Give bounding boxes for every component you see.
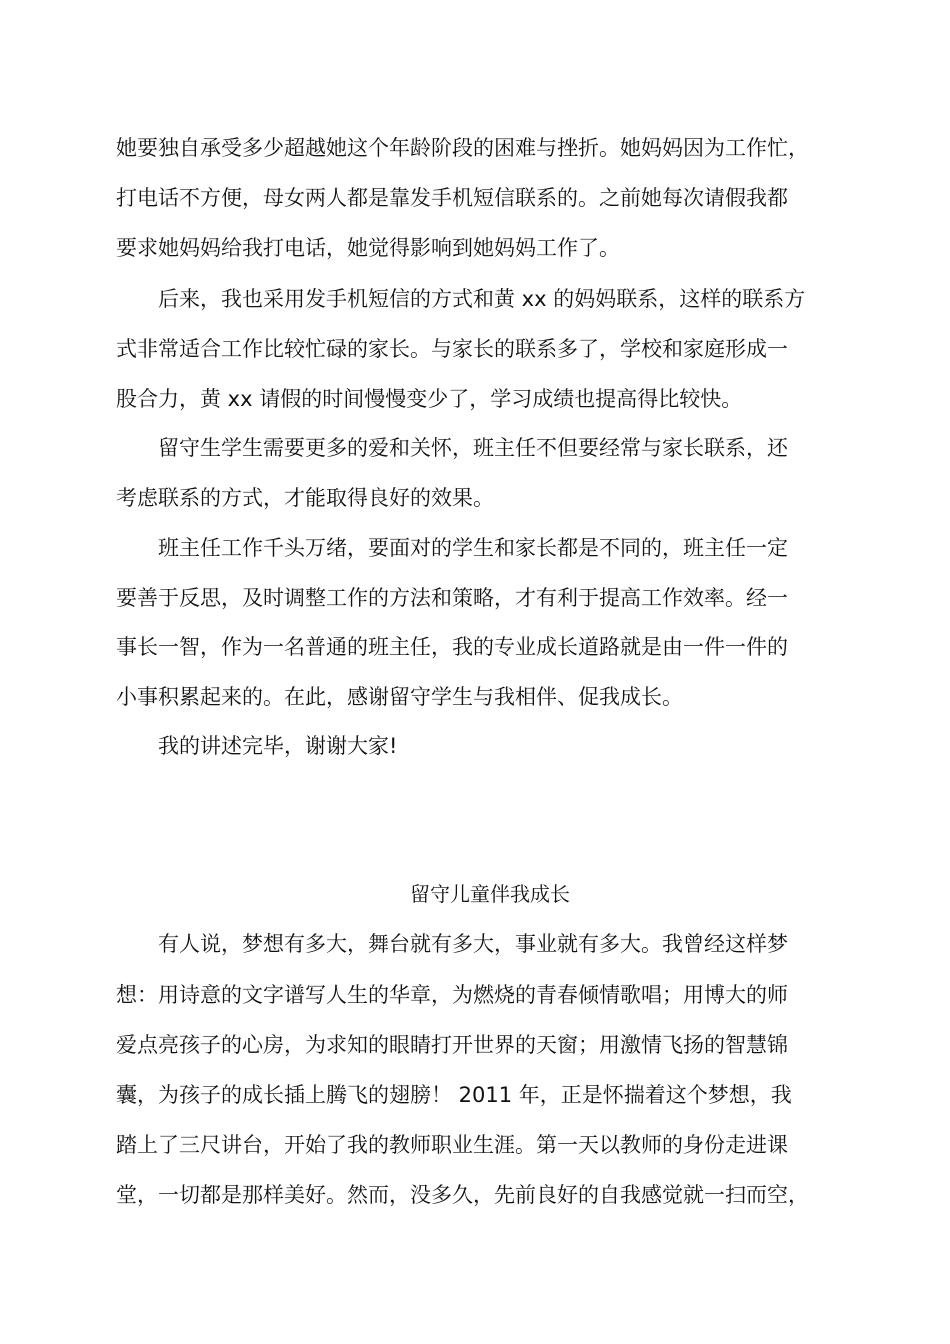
text-line: 考虑联系的方式，才能取得良好的效果。 <box>116 486 494 510</box>
paragraph-start-line: 留守生学生需要更多的爱和关怀，班主任不但要经常与家长联系，还 <box>158 436 788 460</box>
paragraph-start-line: 有人说，梦想有多大，舞台就有多大，事业就有多大。我曾经这样梦 <box>158 932 788 956</box>
text-line: 堂，一切都是那样美好。然而，没多久，先前良好的自我感觉就一扫而空， <box>116 1183 809 1207</box>
text-line: 囊，为孩子的成长插上腾飞的翅膀！ 2011 年，正是怀揣着这个梦想，我 <box>116 1083 792 1107</box>
text-line: 要求她妈妈给我打电话，她觉得影响到她妈妈工作了。 <box>116 236 620 260</box>
text-line: 事长一智，作为一名普通的班主任，我的专业成长道路就是由一件一件的 <box>116 635 788 659</box>
text-line: 小事积累起来的。在此，感谢留守学生与我相伴、促我成长。 <box>116 685 683 709</box>
text-line: 她要独自承受多少超越她这个年龄阶段的困难与挫折。她妈妈因为工作忙， <box>116 136 809 160</box>
text-line: 踏上了三尺讲台，开始了我的教师职业生涯。第一天以教师的身份走进课 <box>116 1133 788 1157</box>
text-line: 式非常适合工作比较忙碌的家长。与家长的联系多了，学校和家庭形成一 <box>116 337 788 361</box>
paragraph-start-line: 后来，我也采用发手机短信的方式和黄 xx 的妈妈联系，这样的联系方 <box>158 287 806 311</box>
paragraph-start-line: 班主任工作千头万绪，要面对的学生和家长都是不同的，班主任一定 <box>158 536 788 560</box>
text-line: 要善于反思，及时调整工作的方法和策略，才有利于提高工作效率。经一 <box>116 586 788 610</box>
text-line: 爱点亮孩子的心房，为求知的眼睛打开世界的天窗；用激情飞扬的智慧锦 <box>116 1033 788 1057</box>
section-title: 留守儿童伴我成长 <box>410 882 570 906</box>
text-line: 想：用诗意的文字谱写人生的华章，为燃烧的青春倾情歌唱；用博大的师 <box>116 983 788 1007</box>
paragraph-start-line: 我的讲述完毕，谢谢大家! <box>158 734 398 758</box>
text-line: 股合力，黄 xx 请假的时间慢慢变少了，学习成绩也提高得比较快。 <box>116 387 743 411</box>
text-line: 打电话不方便，母女两人都是靠发手机短信联系的。之前她每次请假我都 <box>116 186 788 210</box>
